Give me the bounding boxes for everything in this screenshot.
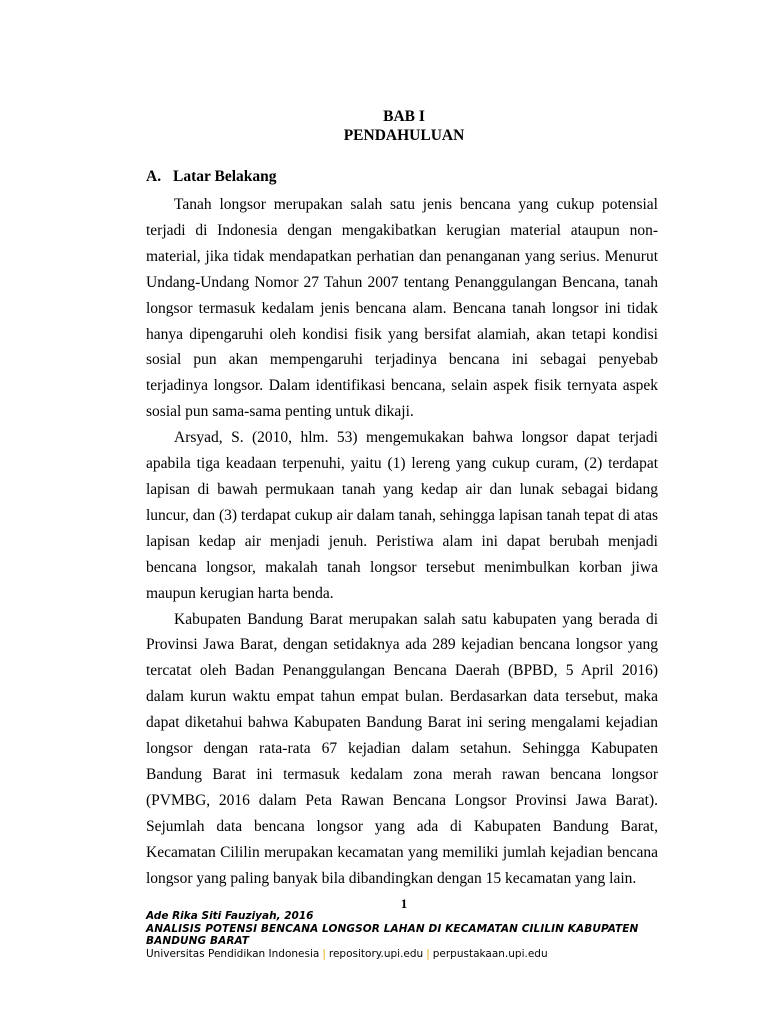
- footer-institution: Universitas Pendidikan Indonesia: [146, 947, 320, 960]
- paragraph-2: Arsyad, S. (2010, hlm. 53) mengemukakan bahwa longsor dapat terjadi apabila tiga keadaan terpenuhi, yaitu (1) lereng yang cukup curam, (2) terdapat lapisan di bawah permukaan tanah yang kedap air dan lunak sebagai bidang luncur, dan (3) terdapat cukup air dalam tanah, sehingga lapisan tanah tepat di atas lapisan kedap air menjadi jenuh. Peristiwa alam ini dapat berubah menjadi bencana longsor, makalah tanah longsor tersebut menimbulkan korban jiwa maupun kerugian harta benda.: [146, 429, 658, 602]
- footer-author: Ade Rika Siti Fauziyah, 2016: [146, 910, 314, 922]
- footer-separator: |: [322, 947, 326, 960]
- paragraph-1: Tanah longsor merupakan salah satu jenis bencana yang cukup potensial terjadi di Indonesia dengan mengakibatkan kerugian material ataupun non-material, jika tidak mendapatkan perhatian dan penanganan yang serius. Menurut Undang-Undang Nomor 27 Tahun 2007 tentang Penanggulangan Bencana, tanah longsor termasuk kedalam jenis bencana alam. Bencana tanah longsor ini tidak hanya dipengaruhi oleh kondisi fisik yang bersifat alamiah, akan tetapi kondisi sosial pun akan mempengaruhi terjadinya bencana ini sebagai penyebab terjadinya longsor. Dalam identifikasi bencana, selain aspek fisik ternyata aspek sosial pun sama-sama penting untuk dikaji.: [146, 196, 658, 421]
- chapter-label: BAB I: [383, 108, 425, 125]
- section-number: A.: [146, 168, 162, 185]
- footer-library-link[interactable]: perpustakaan.upi.edu: [432, 947, 548, 960]
- footer-thesis-title: ANALISIS POTENSI BENCANA LONGSOR LAHAN DI KECAMATAN CILILIN KABUPATEN BANDUNG BARAT: [146, 922, 639, 947]
- footer-repository-link[interactable]: repository.upi.edu: [328, 947, 424, 960]
- page-footer: [146, 910, 666, 960]
- section-heading: [146, 167, 277, 187]
- section-title: Latar Belakang: [173, 168, 277, 185]
- paragraph-3: Kabupaten Bandung Barat merupakan salah satu kabupaten yang berada di Provinsi Jawa Barat, dengan setidaknya ada 289 kejadian bencana longsor yang tercatat oleh Badan Penanggulangan Bencana Daerah (BPBD, 5 April 2016) dalam kurun waktu empat tahun empat bulan. Berdasarkan data tersebut, maka dapat diketahui bahwa Kabupaten Bandung Barat ini sering mengalami kejadian longsor dengan rata-rata 67 kejadian dalam setahun. Sehingga Kabupaten Bandung Barat ini termasuk kedalam zona merah rawan bencana longsor (PVMBG, 2016 dalam Peta Rawan Bencana Longsor Provinsi Jawa Barat). Sejumlah data bencana longsor yang ada di Kabupaten Bandung Barat, Kecamatan Cililin merupakan kecamatan yang memiliki jumlah kejadian bencana longsor yang paling banyak bila dibandingkan dengan 15 kecamatan yang lain.: [146, 610, 658, 887]
- page-number: 1: [400, 896, 408, 911]
- body-text: [146, 192, 658, 891]
- footer-institution-line: [146, 948, 666, 961]
- chapter-title: PENDAHULUAN: [343, 127, 465, 144]
- footer-separator: |: [426, 947, 430, 960]
